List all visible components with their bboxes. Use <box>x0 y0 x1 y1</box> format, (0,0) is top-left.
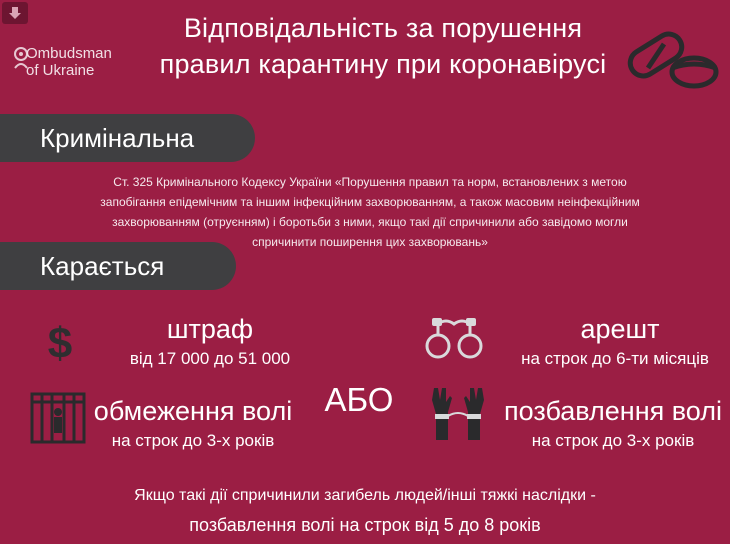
title-line-1: Відповідальність за порушення <box>183 13 583 43</box>
deprivation-title: позбавлення волі <box>504 396 722 426</box>
punishment-banner <box>0 242 236 290</box>
or-label: АБО <box>324 381 394 418</box>
criminal-article-text: Ст. 325 Кримінального Кодексу України «Порушення правил та норм, встановлених з метою запобігання епідемічним та іншим інфекційним захворюванням, а також масовим неінфекційним захворюванням (отруєнням) і боротьби з ними, якщо такі дії спричинили або завідомо могли спричинити поширення цих захворювань» <box>100 175 640 249</box>
pill-icon <box>624 22 720 92</box>
arrest-detail: на строк до 6-ти місяців <box>521 349 709 368</box>
footer-condition: Якщо такі дії спричинили загибель людей/інші тяжкі наслідки - <box>134 487 596 504</box>
logo-line-2: of Ukraine <box>26 62 95 79</box>
punishment-heading: Карається <box>40 250 165 281</box>
footer-penalty: позбавлення волі на строк від 5 до 8 років <box>189 515 541 535</box>
restriction-title: обмеження волі <box>93 396 293 426</box>
fine-detail: від 17 000 до 51 000 <box>129 349 291 368</box>
dollar-icon: $ <box>47 319 73 368</box>
download-arrow-icon <box>8 6 22 20</box>
logo-line-1: Ombudsman <box>26 45 112 62</box>
restriction-detail: на строк до 3-х років <box>111 431 275 450</box>
cuffed-hands-icon <box>428 386 488 442</box>
criminal-banner <box>0 114 255 162</box>
page-title <box>148 10 618 82</box>
title-line-2: правил карантину при коронавірусі <box>159 49 607 79</box>
download-badge[interactable] <box>2 2 28 24</box>
arrest-title: арешт <box>580 314 660 344</box>
logo-text <box>26 45 112 79</box>
deprivation-detail: на строк до 3-х років <box>531 431 695 450</box>
prison-bars-icon <box>30 392 86 444</box>
fine-title: штраф <box>166 314 254 344</box>
handcuffs-icon <box>424 314 484 362</box>
criminal-heading: Кримінальна <box>40 122 195 153</box>
